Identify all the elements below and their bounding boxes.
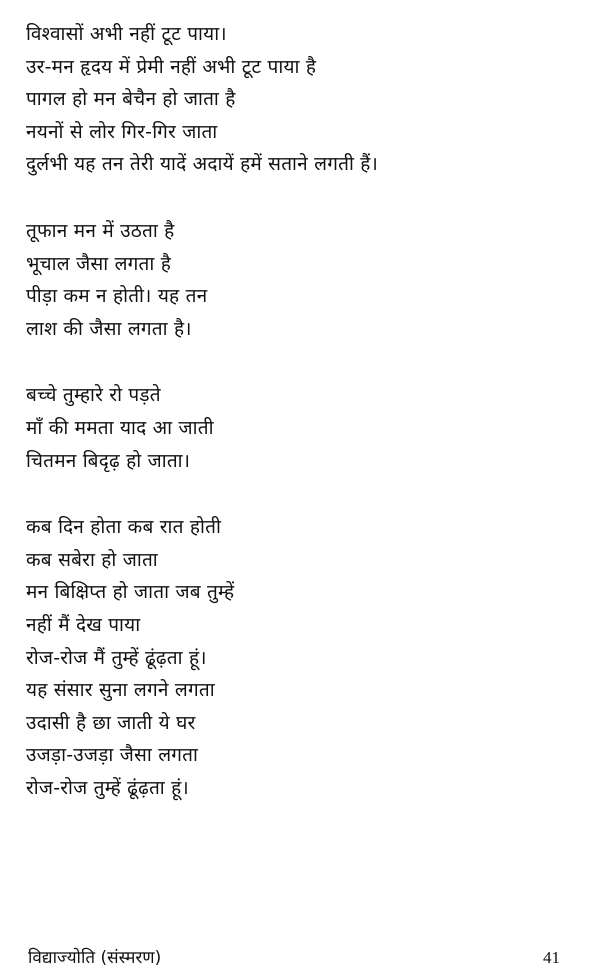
- poem-line: कब सबेरा हो जाता: [26, 548, 158, 571]
- page-number: 41: [543, 948, 560, 967]
- poem-line: चितमन बिदृढ़ हो जाता।: [26, 449, 191, 472]
- page-footer: [0, 944, 600, 972]
- poem-line: रोज-रोज मैं तुम्हें ढूंढ़ता हूं।: [26, 646, 207, 669]
- stanza-3: [26, 379, 576, 477]
- book-title: विद्याज्योति (संस्मरण): [28, 948, 162, 968]
- poem-line: उदासी है छा जाती ये घर: [26, 711, 196, 734]
- poem-line: तूफान मन में उठता है: [26, 219, 175, 242]
- poem-line: उजड़ा-उजड़ा जैसा लगता: [26, 744, 199, 767]
- poem-body: [26, 18, 576, 804]
- poem-line: नयनों से लोर गिर-गिर जाता: [26, 120, 218, 143]
- poem-line: पीड़ा कम न होती। यह तन: [26, 285, 208, 308]
- poem-line: भूचाल जैसा लगता है: [26, 252, 172, 275]
- poem-line: कब दिन होता कब रात होती: [26, 516, 222, 539]
- stanza-2: [26, 215, 576, 345]
- poem-line: माँ की ममता याद आ जाती: [26, 416, 214, 439]
- stanza-1: [26, 18, 576, 181]
- poem-line: रोज-रोज तुम्हें ढूंढ़ता हूं।: [26, 776, 189, 799]
- poem-line: नहीं मैं देख पाया: [26, 613, 141, 636]
- poem-line: पागल हो मन बेचैन हो जाता है: [26, 88, 236, 111]
- stanza-4: [26, 511, 576, 804]
- poem-line: दुर्लभी यह तन तेरी यादें अदायें हमें सताने लगती हैं।: [26, 153, 378, 176]
- poem-line: मन बिक्षिप्त हो जाता जब तुम्हें: [26, 581, 235, 604]
- poem-line: विश्वासों अभी नहीं टूट पाया।: [26, 23, 227, 45]
- poem-line: बच्चे तुम्हारे रो पड़ते: [26, 384, 161, 407]
- poem-line: लाश की जैसा लगता है।: [26, 317, 192, 340]
- poem-line: उर-मन हृदय में प्रेमी नहीं अभी टूट पाया है: [26, 55, 317, 78]
- poem-line: यह संसार सुना लगने लगता: [26, 679, 215, 702]
